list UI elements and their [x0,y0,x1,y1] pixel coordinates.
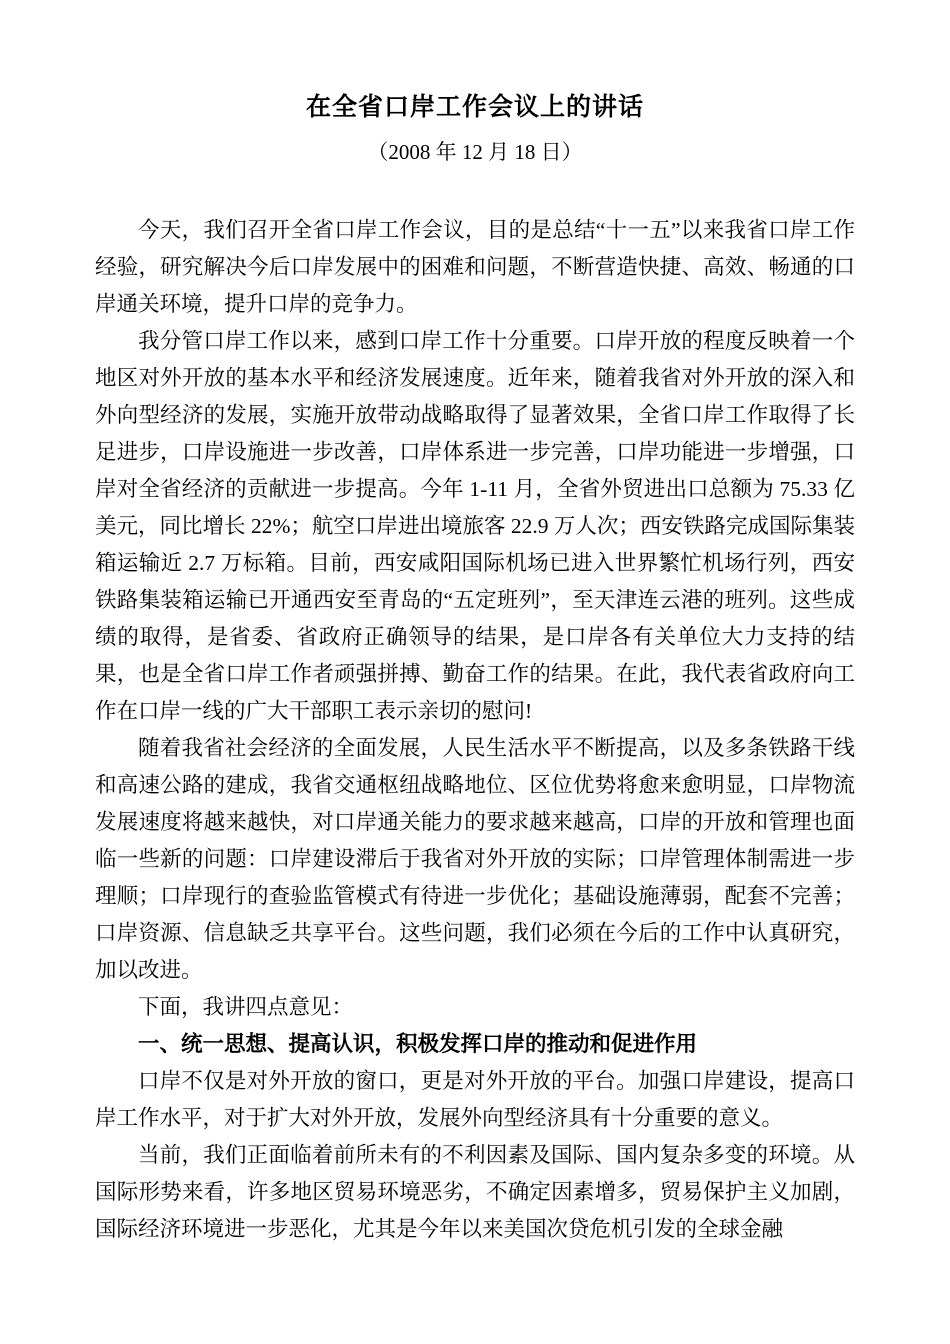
document-title: 在全省口岸工作会议上的讲话 [305,94,644,121]
section-heading: 一、统一思想、提高认识，积极发挥口岸的推动和促进作用 [138,1032,698,1056]
paragraph: 当前，我们正面临着前所未有的不利因素及国际、国内复杂多变的环境。从国际形势来看，许多地区贸易环境恶劣，不确定因素增多，贸易保护主义加剧，国际经济环境进一步恶化，尤其是今年以来美国次贷危机引发的全球金融 [95,1143,855,1241]
paragraph: 下面，我讲四点意见： [138,995,354,1019]
paragraph: 随着我省社会经济的全面发展，人民生活水平不断提高，以及多条铁路干线和高速公路的建成，我省交通枢纽战略地位、区位优势将愈来愈明显，口岸物流发展速度将越来越快，对口岸通关能力的要求越来越高，口岸的开放和管理也面临一些新的问题：口岸建设滞后于我省对外开放的实际；口岸管理体制需进一步理顺；口岸现行的查验监管模式有待进一步优化；基础设施薄弱，配套不完善；口岸资源、信息缺乏共享平台。这些问题，我们必须在今后的工作中认真研究，加以改进。 [95,736,855,982]
document-body [95,212,855,1248]
document-date: （2008 年 12 月 18 日） [367,140,583,164]
paragraph: 今天，我们召开全省口岸工作会议，目的是总结“十一五”以来我省口岸工作经验，研究解决今后口岸发展中的困难和问题，不断营造快捷、高效、畅通的口岸通关环境，提升口岸的竞争力。 [95,218,855,316]
paragraph: 我分管口岸工作以来，感到口岸工作十分重要。口岸开放的程度反映着一个地区对外开放的基本水平和经济发展速度。近年来，随着我省对外开放的深入和外向型经济的发展，实施开放带动战略取得了显著效果，全省口岸工作取得了长足进步，口岸设施进一步改善，口岸体系进一步完善，口岸功能进一步增强，口岸对全省经济的贡献进一步提高。今年 1-11 月，全省外贸进出口总额为 75.33 亿美元，同比增长 22%；航空口岸进出境旅客 22.9 万人次；西安铁路完成国际集装箱运输近 2.7 万标箱。目前，西安咸阳国际机场已进入世界繁忙机场行列，西安铁路集装箱运输已开通西安至青岛的“五定班列”，至天津连云港的班列。这些成绩的取得，是省委、省政府正确领导的结果，是口岸各有关单位大力支持的结果，也是全省口岸工作者顽强拼搏、勤奋工作的结果。在此，我代表省政府向工作在口岸一线的广大干部职工表示亲切的慰问! [95,329,855,723]
paragraph: 口岸不仅是对外开放的窗口，更是对外开放的平台。加强口岸建设，提高口岸工作水平，对于扩大对外开放，发展外向型经济具有十分重要的意义。 [95,1069,855,1130]
